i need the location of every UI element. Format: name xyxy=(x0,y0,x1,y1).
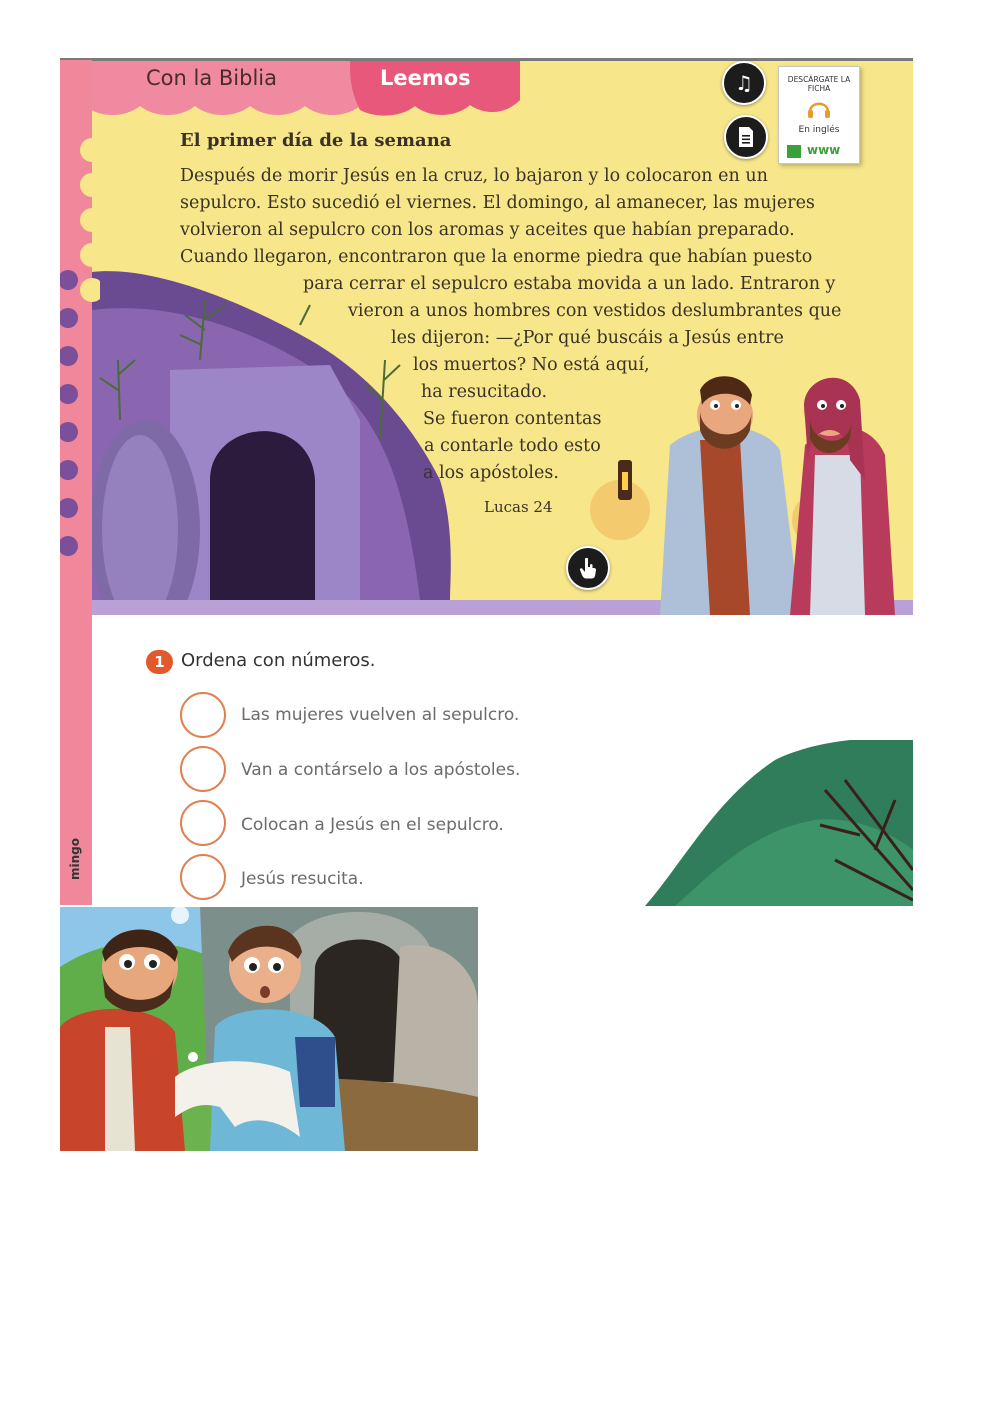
story-line: Cuando llegaron, encontraron que la enorme piedra que habían puesto xyxy=(180,247,813,267)
download-card-language: En inglés xyxy=(798,125,840,135)
edge-dots xyxy=(60,60,100,905)
story-title: El primer día de la semana xyxy=(180,130,452,151)
touch-button[interactable] xyxy=(566,546,610,590)
story-line: les dijeron: —¿Por qué buscáis a Jesús entre xyxy=(391,328,784,348)
order-item-label: Jesús resucita. xyxy=(241,869,364,889)
cartoon-empty-tomb-image xyxy=(60,907,478,1151)
tab-con-la-biblia[interactable]: Con la Biblia xyxy=(146,66,277,90)
story-line: sepulcro. Esto sucedió el viernes. El domingo, al amanecer, las mujeres xyxy=(180,193,815,213)
web-link-icon xyxy=(787,145,801,158)
story-line: ha resucitado. xyxy=(421,382,548,402)
document-button[interactable] xyxy=(724,115,768,159)
order-answer-circle-3[interactable] xyxy=(180,800,226,846)
story-line: volvieron al sepulcro con los aromas y aceites que habían preparado. xyxy=(180,220,795,240)
audio-button[interactable] xyxy=(722,61,766,105)
order-item-label: Van a contárselo a los apóstoles. xyxy=(241,760,521,780)
tree-illustration xyxy=(645,740,913,906)
order-item-label: Las mujeres vuelven al sepulcro. xyxy=(241,705,520,725)
story-line: los muertos? No está aquí, xyxy=(413,355,650,375)
page-top-border xyxy=(60,58,913,61)
exercise-instruction: Ordena con números. xyxy=(181,650,376,671)
download-card-title: DESCÁRGATE LA FICHA xyxy=(787,75,851,93)
order-item-label: Colocan a Jesús en el sepulcro. xyxy=(241,815,504,835)
story-line: a contarle todo esto xyxy=(424,436,601,456)
hand-pointer-icon xyxy=(578,557,598,579)
download-card-link[interactable]: www xyxy=(807,143,841,157)
order-answer-circle-2[interactable] xyxy=(180,746,226,792)
story-line: vieron a unos hombres con vestidos deslumbrantes que xyxy=(348,301,842,321)
music-note-icon: ♫ xyxy=(735,71,753,95)
story-line: Se fueron contentas xyxy=(423,409,602,429)
document-icon xyxy=(737,126,755,148)
story-line: para cerrar el sepulcro estaba movida a un lado. Entraron y xyxy=(303,274,836,294)
exercise-number-badge: 1 xyxy=(146,650,173,674)
tab-leemos[interactable]: Leemos xyxy=(380,66,471,90)
story-line: a los apóstoles. xyxy=(423,463,559,483)
order-answer-circle-1[interactable] xyxy=(180,692,226,738)
tomb-opening xyxy=(210,431,315,605)
headphones-icon xyxy=(807,97,831,119)
download-sheet-card[interactable] xyxy=(778,66,860,164)
story-line: Después de morir Jesús en la cruz, lo bajaron y lo colocaron en un xyxy=(180,166,768,186)
order-answer-circle-4[interactable] xyxy=(180,854,226,900)
story-reference: Lucas 24 xyxy=(484,498,553,516)
side-section-label: mingo xyxy=(68,838,82,880)
